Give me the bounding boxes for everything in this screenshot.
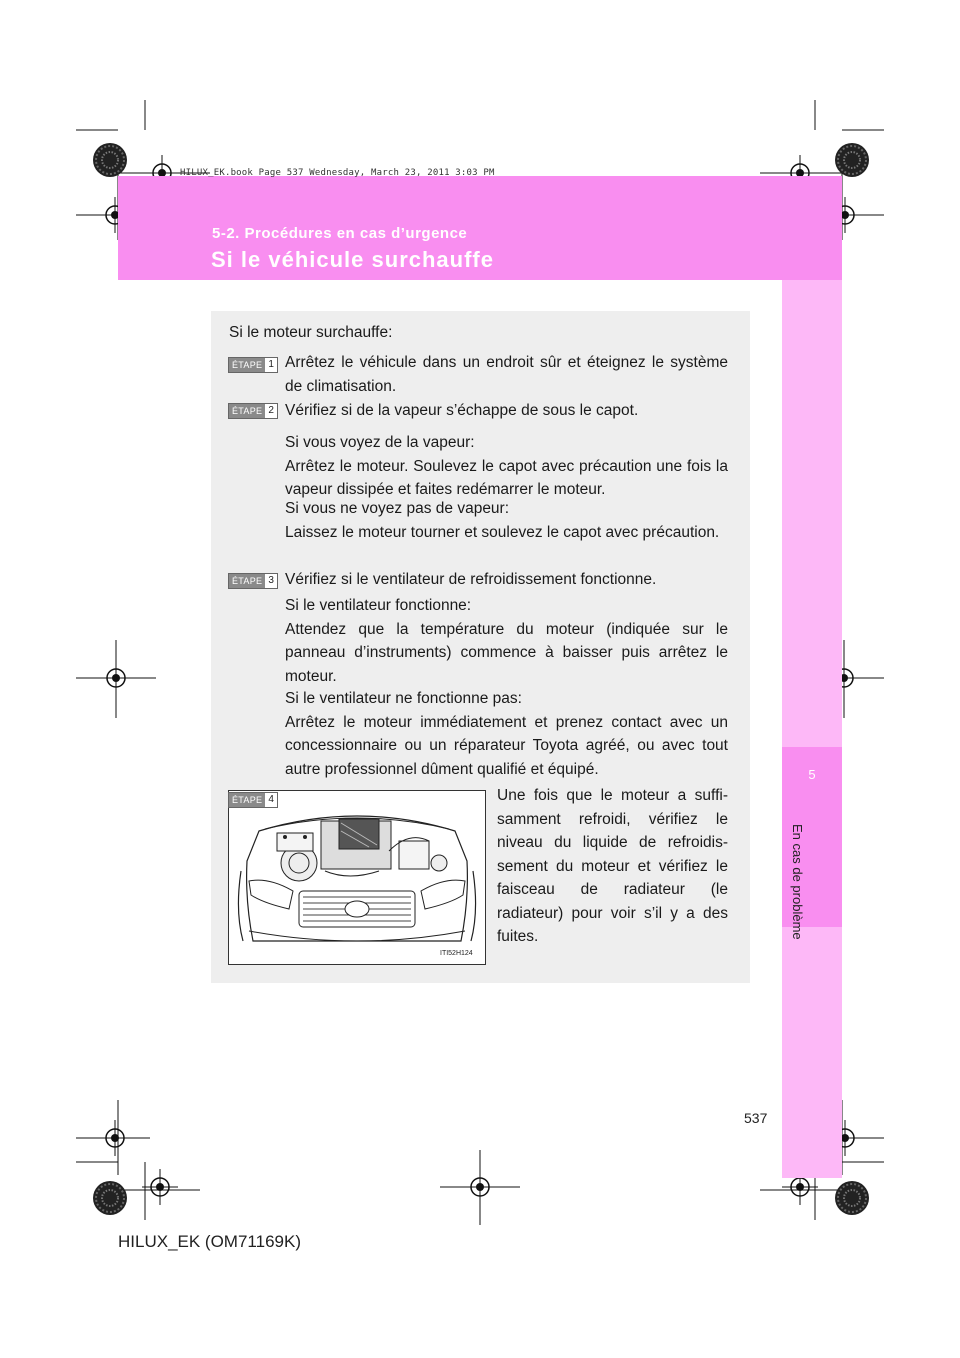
engine-bay-drawing: [229, 791, 485, 964]
case-text: Arrêtez le moteur immédiatement et prenez contact avec un concessionnaire ou un réparateur Toyota agréé, ou avec tout autre professionnel dûment qualifié et équipé.: [285, 713, 728, 778]
case-text: Laissez le moteur tourner et soulevez le capot avec précaution.: [285, 523, 720, 541]
footer-code: HILUX_EK (OM71169K): [118, 1232, 301, 1251]
engine-illustration: [228, 790, 486, 965]
book-header: HILUX_EK.book Page 537 Wednesday, March 23, 2011 3:03 PM: [180, 168, 495, 178]
step-badge-3: [228, 573, 278, 589]
page-number: 537: [744, 1110, 768, 1126]
chapter-number: 5: [808, 767, 816, 782]
step-word: ÉTAPE: [229, 358, 265, 372]
step-2-case-1: [285, 431, 728, 502]
step-badge-1: [228, 357, 278, 373]
step-number: 1: [268, 359, 274, 370]
step-word: ÉTAPE: [229, 574, 265, 588]
step-2-text: Vérifiez si de la vapeur s’échappe de sous le capot.: [285, 402, 639, 419]
case-heading: Si vous voyez de la vapeur:: [285, 434, 475, 451]
side-tab: [782, 280, 842, 1178]
chapter-title: En cas de problème: [790, 824, 805, 940]
case-heading: Si vous ne voyez pas de vapeur:: [285, 500, 510, 517]
step-badge-4: [228, 792, 278, 808]
figure-code: ITI52H124: [440, 950, 473, 957]
step-number: 3: [268, 575, 274, 586]
step-word: ÉTAPE: [229, 793, 265, 807]
step-3-case-1: [285, 594, 728, 688]
step-3-case-2: [285, 687, 728, 781]
step-word: ÉTAPE: [229, 404, 265, 418]
step-badge-2: [228, 403, 278, 419]
step-4-text: Une fois que le moteur a suffisamment refroidi, vérifiez le niveau du liquide de refroidissement du moteur et vérifiez le faisceau de radiateur (le radiateur) pour voir s’il y a des fuites.: [497, 787, 728, 945]
step-number: 2: [268, 405, 274, 416]
case-heading: Si le ventilateur ne fonctionne pas:: [285, 690, 522, 707]
step-2-case-2: [285, 497, 728, 544]
step-3-text: Vérifiez si le ventilateur de refroidissement fonctionne.: [285, 571, 657, 588]
section-label: 5-2. Procédures en cas d’urgence: [212, 225, 468, 242]
page-title: Si le véhicule surchauffe: [211, 247, 494, 272]
case-text: Arrêtez le moteur. Soulevez le capot avec précaution une fois la vapeur dissipée et faites redémarrer le moteur.: [285, 457, 728, 498]
case-heading: Si le ventilateur fonctionne:: [285, 597, 472, 614]
step-number: 4: [268, 794, 274, 805]
intro-text: Si le moteur surchauffe:: [229, 324, 393, 341]
step-1-text: Arrêtez le véhicule dans un endroit sûr et éteignez le système de climatisation.: [285, 354, 728, 395]
case-text: Attendez que la température du moteur (indiquée sur le panneau d’instruments) commence à baisser puis arrêtez le moteur.: [285, 620, 728, 685]
